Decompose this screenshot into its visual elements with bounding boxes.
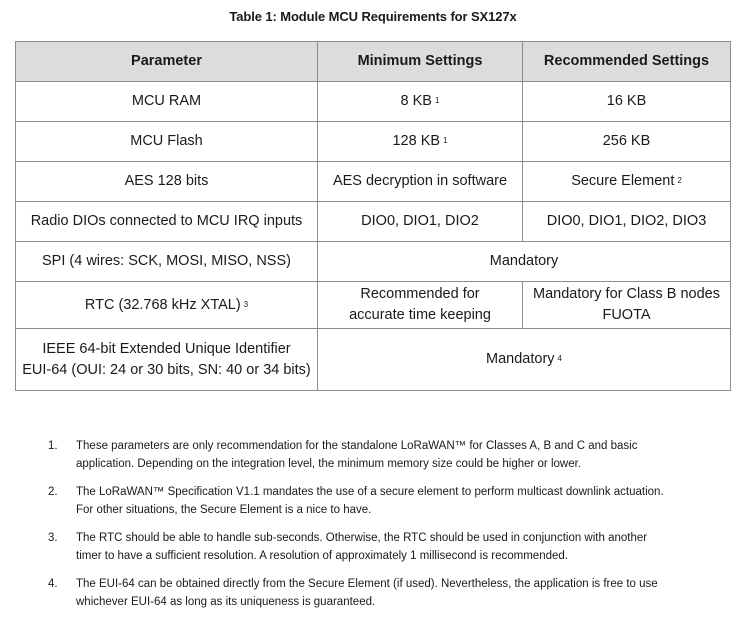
table-row — [16, 122, 731, 162]
footnote-ref: 3 — [243, 299, 249, 309]
requirements-table — [15, 41, 731, 391]
footnote-text: The RTC should be able to handle sub-seconds. Otherwise, the RTC should be used in conjunction with another timer to have a sufficient resolution. A resolution of approximately 1 millisecond is recommended. — [76, 532, 648, 562]
header-minimum: Minimum Settings — [318, 42, 523, 82]
cell-minimum: Recommended for accurate time keeping — [318, 282, 523, 329]
cell-minimum: 8 KB $^1$ — [318, 82, 523, 122]
cell-recommended: Secure Element $^2$ — [523, 162, 731, 202]
table-row — [16, 202, 731, 242]
cell-recommended: 16 KB — [523, 82, 731, 122]
table-row — [16, 162, 731, 202]
footnote-item — [48, 529, 708, 565]
footnote-number: 3. — [48, 532, 58, 544]
cell-minimum: DIO0, DIO1, DIO2 — [318, 202, 523, 242]
table-row — [16, 329, 731, 391]
table-row — [16, 242, 731, 282]
cell-minimum: AES decryption in software — [318, 162, 523, 202]
footnote-ref: 1 — [443, 136, 448, 145]
table-caption: Table 1: Module MCU Requirements for SX127x — [229, 9, 517, 24]
table-row — [16, 82, 731, 122]
header-recommended: Recommended Settings — [523, 42, 731, 82]
footnote-text: The LoRaWAN™ Specification V1.1 mandates the use of a secure element to perform multicast downlink actuation. For other situations, the Secure Element is a nice to have. — [76, 486, 664, 516]
cell-recommended: Mandatory for Class B nodes FUOTA — [523, 282, 731, 329]
footnote-number: 1. — [48, 440, 58, 452]
cell-parameter: Radio DIOs connected to MCU IRQ inputs — [16, 202, 318, 242]
cell-merged: Mandatory — [318, 242, 731, 282]
cell-recommended: DIO0, DIO1, DIO2, DIO3 — [523, 202, 731, 242]
footnote-item — [48, 437, 708, 473]
footnote-number: 4. — [48, 578, 58, 590]
cell-parameter: SPI (4 wires: SCK, MOSI, MISO, NSS) — [16, 242, 318, 282]
footnote-text: The EUI-64 can be obtained directly from the Secure Element (if used). Nevertheless, the application is free to use whichever EUI-64 as long as its uniqueness is guaranteed. — [76, 578, 658, 608]
footnote-item — [48, 483, 708, 519]
cell-parameter: MCU Flash — [16, 122, 318, 162]
footnote-item — [48, 575, 708, 611]
cell-parameter: IEEE 64-bit Extended Unique Identifier EUI-64 (OUI: 24 or 30 bits, SN: 40 or 34 bits) — [16, 329, 318, 391]
footnote-ref: 4 — [557, 354, 562, 363]
cell-parameter: AES 128 bits — [16, 162, 318, 202]
footnote-text: These parameters are only recommendation for the standalone LoRaWAN™ for Classes A, B and C and basic application. Depending on the integration level, the minimum memory size could be higher or lower. — [76, 440, 638, 470]
footnote-number: 2. — [48, 486, 58, 498]
cell-merged: Mandatory $^4$ — [318, 329, 731, 391]
cell-parameter: MCU RAM — [16, 82, 318, 122]
table-row — [16, 282, 731, 329]
cell-parameter: RTC (32.768 kHz XTAL) $^3$ — [16, 282, 318, 329]
table-header-row — [16, 42, 731, 82]
footnote-ref: 2 — [677, 176, 682, 185]
header-parameter: Parameter — [16, 42, 318, 82]
cell-recommended: 256 KB — [523, 122, 731, 162]
footnotes-list — [48, 437, 708, 621]
cell-minimum: 128 KB $^1$ — [318, 122, 523, 162]
footnote-ref: 1 — [434, 96, 440, 105]
